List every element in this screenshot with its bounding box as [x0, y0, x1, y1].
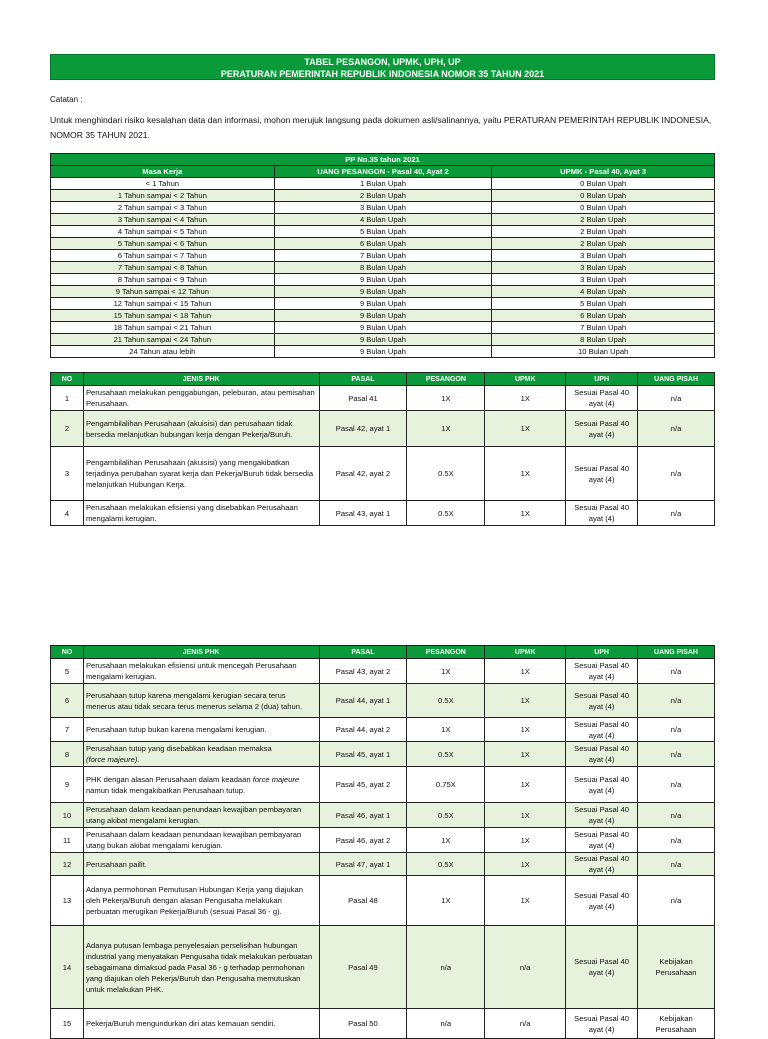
phk-cell-pasal: Pasal 45, ayat 1	[319, 742, 407, 767]
pp-cell-masa-kerja: 6 Tahun sampai < 7 Tahun	[51, 250, 275, 262]
phk-cell-pesangon: 1X	[407, 828, 485, 853]
phk-cell-no: 13	[51, 876, 84, 926]
phk-cell-pesangon: 1X	[407, 411, 485, 447]
phk-cell-pasal: Pasal 47, ayat 1	[319, 853, 407, 876]
phk-header-uph: UPH	[566, 646, 638, 659]
phk-table-2	[50, 645, 715, 1039]
pp-row	[51, 346, 715, 358]
pp-row	[51, 190, 715, 202]
phk-row	[51, 926, 715, 1009]
phk-cell-upmk: 1X	[485, 742, 566, 767]
phk-cell-no: 12	[51, 853, 84, 876]
phk-row	[51, 659, 715, 684]
phk-cell-upmk: 1X	[485, 876, 566, 926]
phk-cell-pesangon: 0.5X	[407, 742, 485, 767]
phk-cell-uph: Sesuai Pasal 40 ayat (4)	[566, 718, 638, 742]
pp-table-title: PP No.35 tahun 2021	[51, 154, 715, 166]
phk-header-no: NO	[51, 373, 84, 386]
pp-header-masa-kerja: Masa Kerja	[51, 166, 275, 178]
phk-cell-uang-pisah: n/a	[638, 684, 715, 718]
phk-cell-uph: Sesuai Pasal 40 ayat (4)	[566, 828, 638, 853]
phk-cell-upmk: n/a	[485, 926, 566, 1009]
pp-cell-masa-kerja: 3 Tahun sampai < 4 Tahun	[51, 214, 275, 226]
pp-row	[51, 322, 715, 334]
phk-header-upmk: UPMK	[485, 646, 566, 659]
phk-header-pesangon: PESANGON	[407, 373, 485, 386]
pp-cell-masa-kerja: 4 Tahun sampai < 5 Tahun	[51, 226, 275, 238]
phk-header-no: NO	[51, 646, 84, 659]
note-label: Catatan :	[50, 95, 83, 104]
pp-cell-upmk: 3 Bulan Upah	[492, 262, 715, 274]
pp-cell-masa-kerja: < 1 Tahun	[51, 178, 275, 190]
phk-cell-uang-pisah: Kebijakan Perusahaan	[638, 926, 715, 1009]
phk-cell-jenis: Perusahaan melakukan efisiensi untuk mencegah Perusahaan mengalami kerugian.	[83, 659, 319, 684]
phk-cell-uang-pisah: n/a	[638, 876, 715, 926]
phk-cell-no: 1	[51, 386, 84, 411]
phk-header-jenis-phk: JENIS PHK	[83, 373, 319, 386]
pp-cell-masa-kerja: 12 Tahun sampai < 15 Tahun	[51, 298, 275, 310]
phk-cell-jenis: Adanya putusan lembaga penyelesaian perselisihan hubungan industrial yang menyatakan Pengusaha tidak melakukan perbuatan sebagaimana dimaksud pada Pasal 36 - g terhadap permohonan yang diajukan oleh Pekerja/Buruh dan Pengusaha memutuskan untuk melakukan PHK.	[83, 926, 319, 1009]
phk-cell-pasal: Pasal 49	[319, 926, 407, 1009]
phk-italic: (force majeure).	[85, 755, 140, 764]
phk-cell-uph: Sesuai Pasal 40 ayat (4)	[566, 926, 638, 1009]
phk-cell-no: 5	[51, 659, 84, 684]
phk-cell-uph: Sesuai Pasal 40 ayat (4)	[566, 1009, 638, 1039]
phk-cell-uang-pisah: n/a	[638, 386, 715, 411]
pp-cell-upmk: 4 Bulan Upah	[492, 286, 715, 298]
phk-cell-jenis: Pengambilalihan Perusahaan (akuisisi) yang mengakibatkan terjadinya perubahan syarat kerja dan Pekerja/Buruh tidak bersedia melanjutkan Hubungan Kerja.	[83, 447, 319, 501]
phk-cell-uph: Sesuai Pasal 40 ayat (4)	[566, 684, 638, 718]
phk-row	[51, 853, 715, 876]
pp-row	[51, 334, 715, 346]
phk-cell-uph: Sesuai Pasal 40 ayat (4)	[566, 411, 638, 447]
phk-header-uang-pisah: UANG PISAH	[638, 373, 715, 386]
phk-row	[51, 684, 715, 718]
phk-cell-jenis: Perusahaan dalam keadaan penundaan kewajiban pembayaran utang akibat mengalami kerugian.	[83, 803, 319, 828]
phk-cell-no: 15	[51, 1009, 84, 1039]
phk-row	[51, 876, 715, 926]
phk-header-upmk: UPMK	[485, 373, 566, 386]
pp-header-pesangon: UANG PESANGON - Pasal 40, Ayat 2	[274, 166, 492, 178]
pp-cell-masa-kerja: 8 Tahun sampai < 9 Tahun	[51, 274, 275, 286]
phk-cell-pesangon: n/a	[407, 1009, 485, 1039]
phk-cell-pasal: Pasal 43, ayat 2	[319, 659, 407, 684]
phk-cell-upmk: 1X	[485, 447, 566, 501]
pp-header-upmk: UPMK - Pasal 40, Ayat 3	[492, 166, 715, 178]
pp-cell-pesangon: 3 Bulan Upah	[274, 202, 492, 214]
pp-cell-masa-kerja: 1 Tahun sampai < 2 Tahun	[51, 190, 275, 202]
phk-cell-pasal: Pasal 45, ayat 2	[319, 767, 407, 803]
phk-cell-uang-pisah: n/a	[638, 742, 715, 767]
pp-cell-upmk: 3 Bulan Upah	[492, 250, 715, 262]
phk-cell-pesangon: 1X	[407, 386, 485, 411]
phk-cell-jenis: Perusahaan melakukan efisiensi yang disebabkan Perusahaan mengalami kerugian.	[83, 501, 319, 526]
pp-cell-upmk: 6 Bulan Upah	[492, 310, 715, 322]
phk-row	[51, 828, 715, 853]
phk-row	[51, 803, 715, 828]
pp-row	[51, 238, 715, 250]
phk-cell-pesangon: 0.75X	[407, 767, 485, 803]
phk-cell-uang-pisah: n/a	[638, 718, 715, 742]
phk-cell-uang-pisah: n/a	[638, 803, 715, 828]
phk-cell-upmk: 1X	[485, 386, 566, 411]
phk-cell-upmk: 1X	[485, 803, 566, 828]
phk-cell-no: 6	[51, 684, 84, 718]
pp-cell-pesangon: 9 Bulan Upah	[274, 310, 492, 322]
phk-cell-pesangon: 1X	[407, 718, 485, 742]
pp-cell-masa-kerja: 2 Tahun sampai < 3 Tahun	[51, 202, 275, 214]
phk-cell-no: 14	[51, 926, 84, 1009]
phk-cell-uph: Sesuai Pasal 40 ayat (4)	[566, 659, 638, 684]
pp-cell-masa-kerja: 21 Tahun sampai < 24 Tahun	[51, 334, 275, 346]
phk-cell-no: 11	[51, 828, 84, 853]
pp-cell-pesangon: 1 Bulan Upah	[274, 178, 492, 190]
phk-row	[51, 386, 715, 411]
phk-cell-no: 10	[51, 803, 84, 828]
phk-cell-uang-pisah: n/a	[638, 853, 715, 876]
pp-cell-pesangon: 9 Bulan Upah	[274, 322, 492, 334]
pp-cell-pesangon: 8 Bulan Upah	[274, 262, 492, 274]
phk-cell-uang-pisah: n/a	[638, 501, 715, 526]
pp-cell-pesangon: 9 Bulan Upah	[274, 298, 492, 310]
phk-cell-uang-pisah: Kebijakan Perusahaan	[638, 1009, 715, 1039]
phk-cell-jenis: Adanya permohonan Pemutusan Hubungan Kerja yang diajukan oleh Pekerja/Buruh dengan alasan Pengusaha melakukan perbuatan merugikan Pekerja/Buruh (sesuai Pasal 36 - g).	[83, 876, 319, 926]
phk-cell-uang-pisah: n/a	[638, 447, 715, 501]
pp-row	[51, 286, 715, 298]
pp-cell-masa-kerja: 24 Tahun atau lebih	[51, 346, 275, 358]
phk-cell-no: 7	[51, 718, 84, 742]
phk-cell-no: 3	[51, 447, 84, 501]
phk-header-uph: UPH	[566, 373, 638, 386]
pp-cell-upmk: 2 Bulan Upah	[492, 226, 715, 238]
title-line-2: PERATURAN PEMERINTAH REPUBLIK INDONESIA NOMOR 35 TAHUN 2021	[220, 69, 545, 79]
phk-italic: force majeure	[252, 774, 300, 784]
pp-row	[51, 202, 715, 214]
title-line-1: TABEL PESANGON, UPMK, UPH, UP	[304, 57, 461, 67]
pp-cell-pesangon: 5 Bulan Upah	[274, 226, 492, 238]
phk-cell-uph: Sesuai Pasal 40 ayat (4)	[566, 803, 638, 828]
pp-cell-masa-kerja: 18 Tahun sampai < 21 Tahun	[51, 322, 275, 334]
pp-row	[51, 214, 715, 226]
phk-table-2-header	[51, 646, 715, 659]
phk-cell-pesangon: 0.5X	[407, 447, 485, 501]
phk-cell-uang-pisah: n/a	[638, 828, 715, 853]
phk-header-pasal: PASAL	[319, 646, 407, 659]
pp-cell-masa-kerja: 7 Tahun sampai < 8 Tahun	[51, 262, 275, 274]
pp-row	[51, 262, 715, 274]
pp-cell-upmk: 7 Bulan Upah	[492, 322, 715, 334]
phk-row	[51, 411, 715, 447]
phk-row	[51, 767, 715, 803]
phk-table-1	[50, 372, 715, 526]
pp-cell-pesangon: 6 Bulan Upah	[274, 238, 492, 250]
phk-cell-pasal: Pasal 42, ayat 1	[319, 411, 407, 447]
phk-cell-pasal: Pasal 46, ayat 1	[319, 803, 407, 828]
phk-cell-jenis: Perusahaan pailit.	[83, 853, 319, 876]
pp-cell-pesangon: 9 Bulan Upah	[274, 286, 492, 298]
phk-cell-pasal: Pasal 46, ayat 2	[319, 828, 407, 853]
phk-table-1-header	[51, 373, 715, 386]
phk-cell-pasal: Pasal 42, ayat 2	[319, 447, 407, 501]
pp-cell-upmk: 2 Bulan Upah	[492, 214, 715, 226]
phk-cell-jenis: Perusahaan tutup yang disebabkan keadaan memaksa (force majeure).	[83, 742, 319, 767]
pp-cell-upmk: 3 Bulan Upah	[492, 274, 715, 286]
pp-row	[51, 298, 715, 310]
phk-cell-uph: Sesuai Pasal 40 ayat (4)	[566, 876, 638, 926]
phk-cell-pasal: Pasal 41	[319, 386, 407, 411]
phk-cell-pasal: Pasal 50	[319, 1009, 407, 1039]
phk-cell-uph: Sesuai Pasal 40 ayat (4)	[566, 447, 638, 501]
phk-cell-pesangon: n/a	[407, 926, 485, 1009]
pp-cell-pesangon: 4 Bulan Upah	[274, 214, 492, 226]
phk-header-pasal: PASAL	[319, 373, 407, 386]
phk-cell-uph: Sesuai Pasal 40 ayat (4)	[566, 742, 638, 767]
phk-cell-upmk: n/a	[485, 1009, 566, 1039]
phk-header-pesangon: PESANGON	[407, 646, 485, 659]
phk-cell-pasal: Pasal 48	[319, 876, 407, 926]
note-text: Untuk menghindari risiko kesalahan data dan informasi, mohon merujuk langsung pada dokumen asli/salinannya, yaitu PERATURAN PEMERINTAH REPUBLIK INDONESIA, NOMOR 35 TAHUN 2021.	[50, 115, 712, 140]
phk-cell-upmk: 1X	[485, 828, 566, 853]
phk-cell-pesangon: 1X	[407, 876, 485, 926]
pp-cell-upmk: 10 Bulan Upah	[492, 346, 715, 358]
phk-cell-upmk: 1X	[485, 853, 566, 876]
phk-cell-pasal: Pasal 44, ayat 2	[319, 718, 407, 742]
phk-cell-pesangon: 1X	[407, 659, 485, 684]
pp-row	[51, 226, 715, 238]
phk-row	[51, 501, 715, 526]
phk-cell-no: 9	[51, 767, 84, 803]
phk-cell-upmk: 1X	[485, 684, 566, 718]
phk-cell-upmk: 1X	[485, 767, 566, 803]
phk-cell-jenis: Pengambilalihan Perusahaan (akuisisi) dan perusahaan tidak bersedia melanjutkan hubungan kerja dengan Pekerja/Buruh.	[83, 411, 319, 447]
pp-cell-pesangon: 9 Bulan Upah	[274, 334, 492, 346]
phk-row	[51, 718, 715, 742]
phk-cell-uph: Sesuai Pasal 40 ayat (4)	[566, 501, 638, 526]
phk-cell-upmk: 1X	[485, 659, 566, 684]
pp-cell-masa-kerja: 5 Tahun sampai < 6 Tahun	[51, 238, 275, 250]
pp-cell-upmk: 2 Bulan Upah	[492, 238, 715, 250]
pp-row	[51, 178, 715, 190]
pp-cell-upmk: 5 Bulan Upah	[492, 298, 715, 310]
phk-cell-pesangon: 0.5X	[407, 501, 485, 526]
pp-cell-pesangon: 7 Bulan Upah	[274, 250, 492, 262]
phk-cell-jenis: Perusahaan tutup karena mengalami kerugian secara terus menerus atau tidak secara terus menerus selama 2 (dua) tahun.	[83, 684, 319, 718]
phk-cell-pasal: Pasal 44, ayat 1	[319, 684, 407, 718]
pp-cell-upmk: 8 Bulan Upah	[492, 334, 715, 346]
phk-cell-upmk: 1X	[485, 718, 566, 742]
phk-cell-uang-pisah: n/a	[638, 659, 715, 684]
phk-cell-jenis: Perusahaan dalam keadaan penundaan kewajiban pembayaran utang bukan akibat mengalami kerugian.	[83, 828, 319, 853]
pp-cell-pesangon: 9 Bulan Upah	[274, 346, 492, 358]
phk-row	[51, 742, 715, 767]
phk-cell-uang-pisah: n/a	[638, 767, 715, 803]
pp-cell-upmk: 0 Bulan Upah	[492, 178, 715, 190]
phk-cell-jenis: Perusahaan tutup bukan karena mengalami kerugian.	[83, 718, 319, 742]
phk-cell-no: 4	[51, 501, 84, 526]
phk-cell-uph: Sesuai Pasal 40 ayat (4)	[566, 386, 638, 411]
phk-cell-jenis: Pekerja/Buruh mengundurkan diri atas kemauan sendiri.	[83, 1009, 319, 1039]
phk-cell-uph: Sesuai Pasal 40 ayat (4)	[566, 853, 638, 876]
pp-row	[51, 250, 715, 262]
phk-cell-pesangon: 0.5X	[407, 803, 485, 828]
pp-cell-upmk: 0 Bulan Upah	[492, 202, 715, 214]
phk-cell-jenis: PHK dengan alasan Perusahaan dalam keadaan force majeure namun tidak mengakibatkan Perusahaan tutup.	[83, 767, 319, 803]
phk-cell-no: 8	[51, 742, 84, 767]
phk-cell-pasal: Pasal 43, ayat 1	[319, 501, 407, 526]
phk-row	[51, 447, 715, 501]
phk-cell-upmk: 1X	[485, 411, 566, 447]
phk-header-jenis-phk: JENIS PHK	[83, 646, 319, 659]
pp-cell-pesangon: 2 Bulan Upah	[274, 190, 492, 202]
phk-cell-pesangon: 0.5X	[407, 853, 485, 876]
pp-row	[51, 274, 715, 286]
pp-cell-masa-kerja: 9 Tahun sampai < 12 Tahun	[51, 286, 275, 298]
pp-table	[50, 153, 715, 358]
phk-cell-pesangon: 0.5X	[407, 684, 485, 718]
pp-row	[51, 310, 715, 322]
phk-cell-no: 2	[51, 411, 84, 447]
phk-cell-jenis: Perusahaan melakukan penggabungan, peleburan, atau pemisahan Perusahaan.	[83, 386, 319, 411]
phk-cell-uang-pisah: n/a	[638, 411, 715, 447]
phk-cell-upmk: 1X	[485, 501, 566, 526]
document-title	[50, 54, 715, 80]
pp-cell-upmk: 0 Bulan Upah	[492, 190, 715, 202]
phk-header-uang-pisah: UANG PISAH	[638, 646, 715, 659]
pp-cell-masa-kerja: 15 Tahun sampai < 18 Tahun	[51, 310, 275, 322]
pp-cell-pesangon: 9 Bulan Upah	[274, 274, 492, 286]
phk-cell-uph: Sesuai Pasal 40 ayat (4)	[566, 767, 638, 803]
